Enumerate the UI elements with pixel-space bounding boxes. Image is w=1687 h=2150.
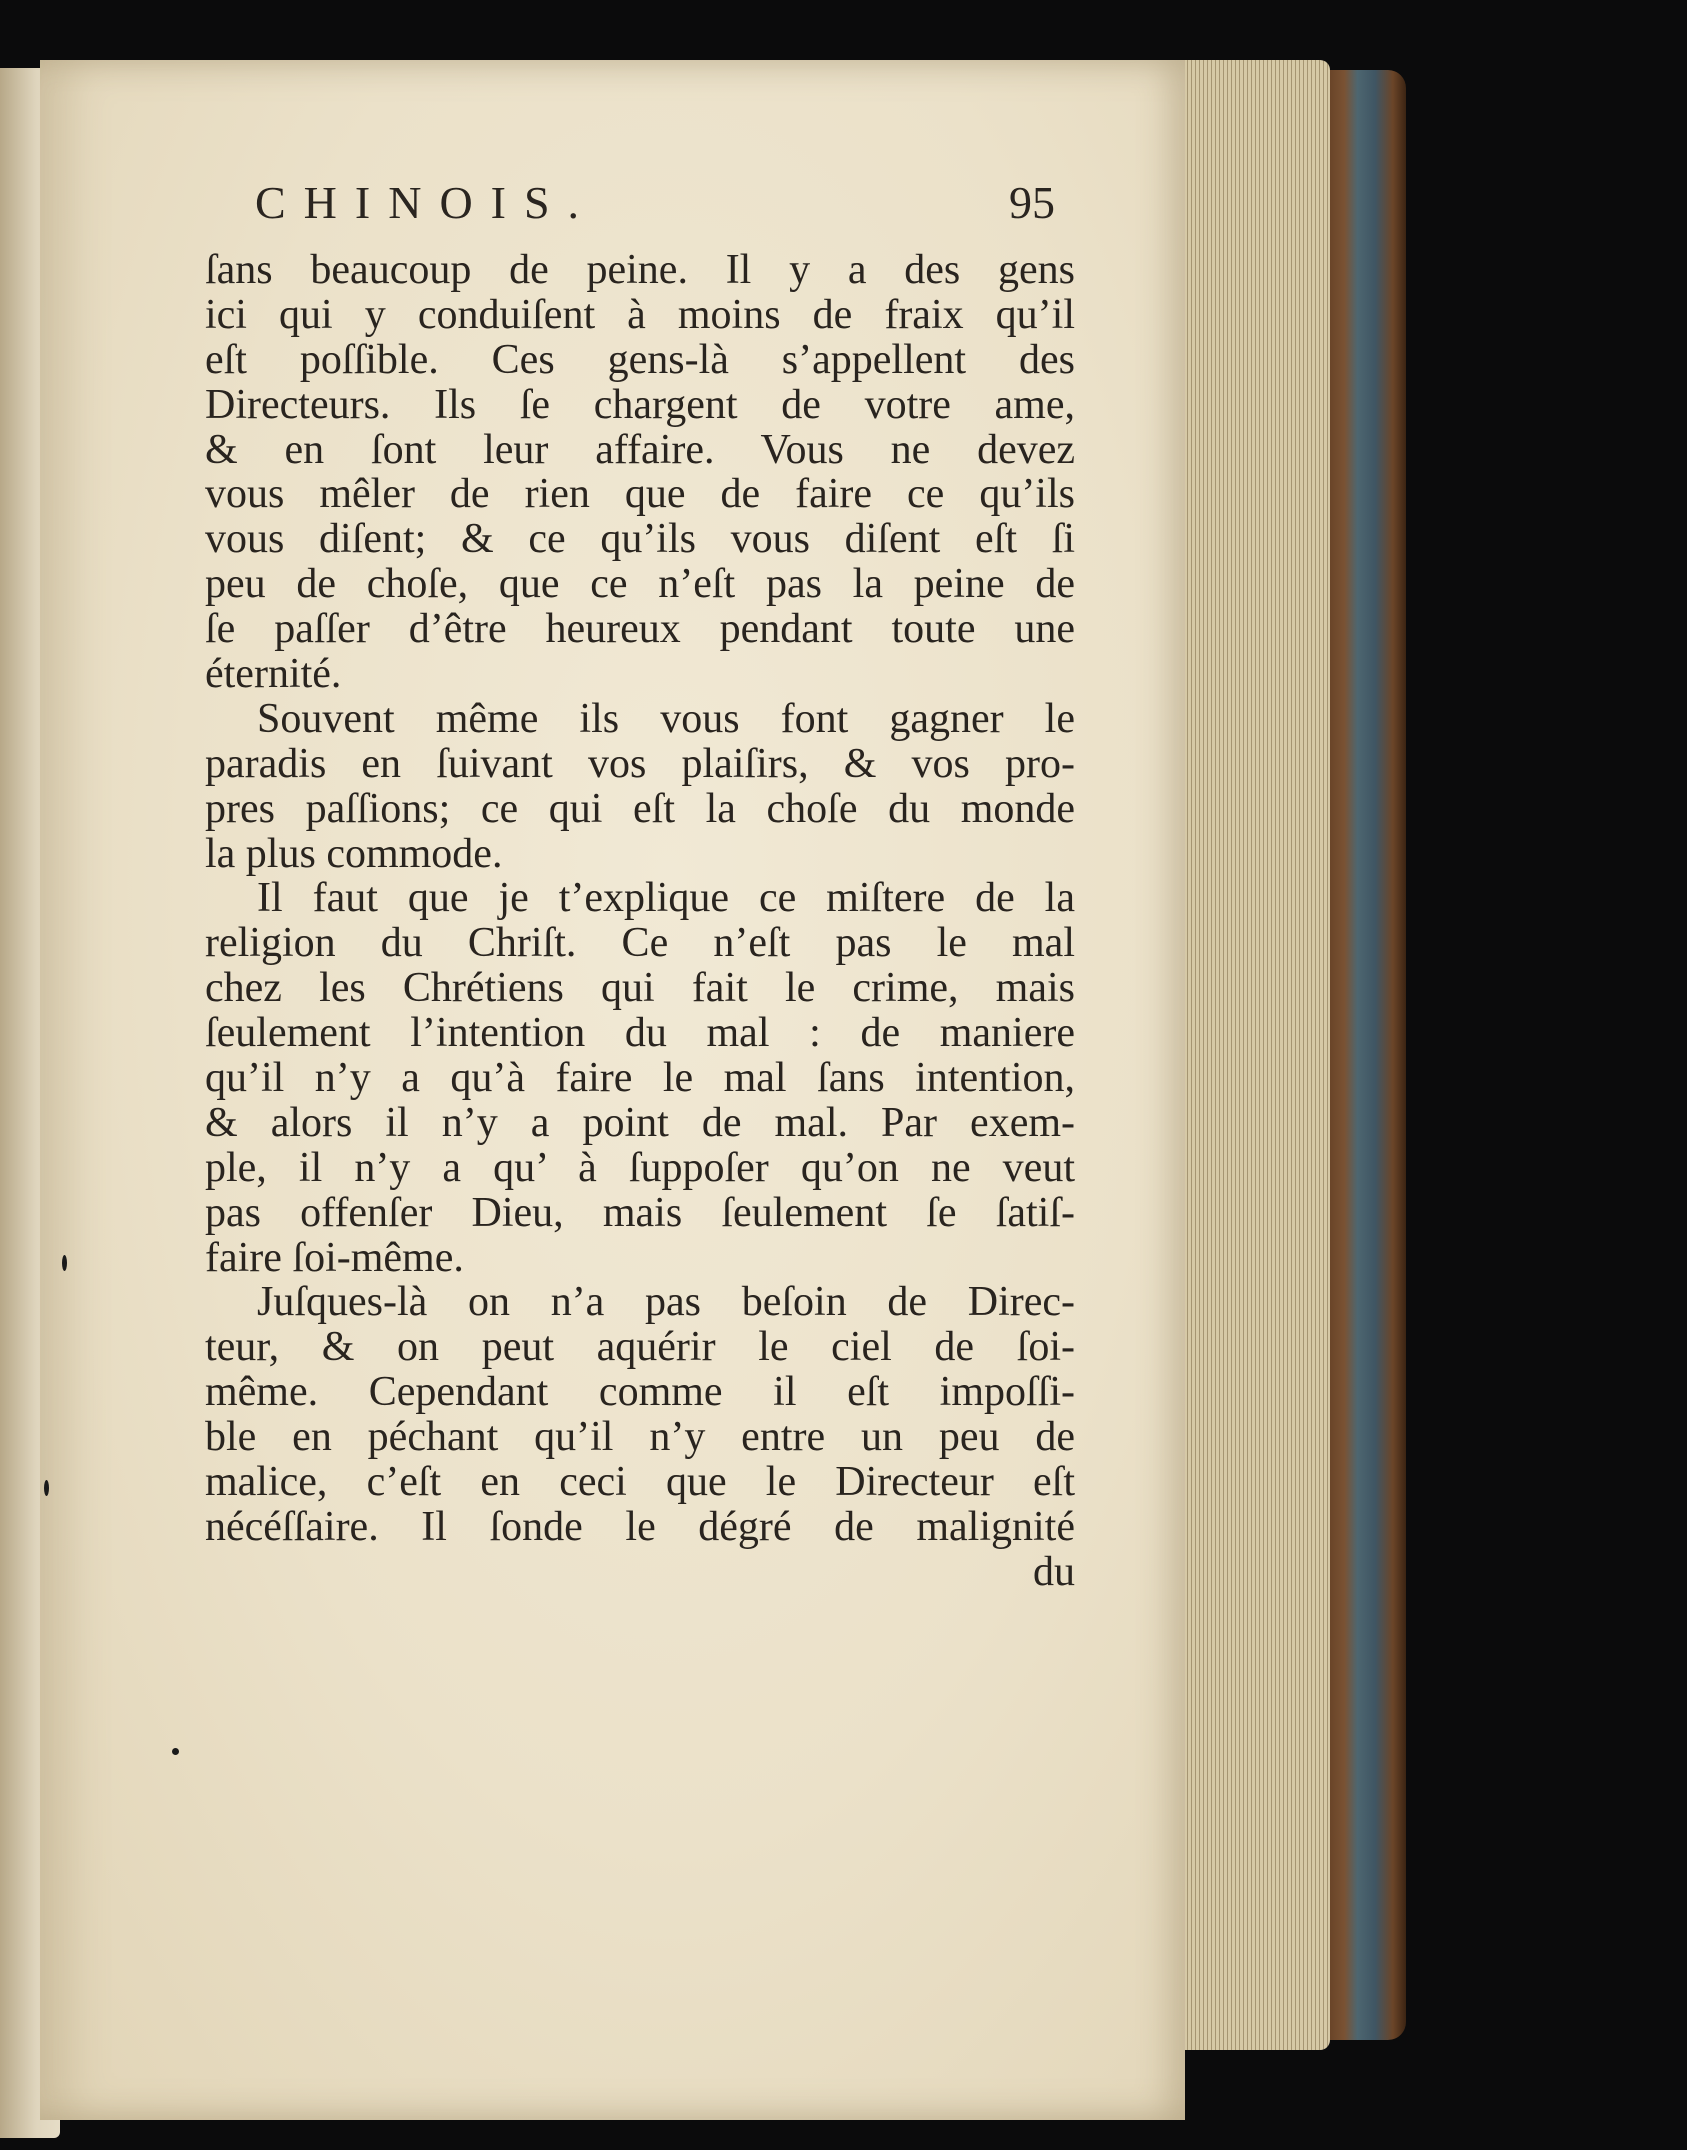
book-cover [1318, 70, 1406, 2040]
text-line: & en ſont leur affaire. Vous ne devez [205, 426, 1075, 473]
text-line: chez les Chrétiens qui fait le crime, mais [205, 965, 1075, 1012]
running-title: CHINOIS. [255, 177, 598, 228]
text-line: eſt poſſible. Ces gens-là s’appellent des [205, 336, 1075, 383]
text-line: ple, il n’y a qu’ à ſuppoſer qu’on ne veut [205, 1144, 1075, 1191]
page-block-edge [1180, 60, 1330, 2050]
text-line: Directeurs. Ils ſe chargent de votre ame, [205, 381, 1075, 428]
body-text [205, 248, 1075, 1595]
ink-spot [62, 1255, 67, 1271]
text-line: & alors il n’y a point de mal. Par exem- [205, 1099, 1075, 1146]
text-line: Il faut que je t’explique ce miſtere de la [257, 875, 1075, 922]
catchword: du [1033, 1548, 1075, 1595]
text-line: teur, & on peut aquérir le ciel de ſoi- [205, 1324, 1075, 1371]
text-line: vous mêler de rien que de faire ce qu’ils [205, 471, 1075, 518]
text-line: nécéſſaire. Il ſonde le dégré de malignité [205, 1503, 1075, 1550]
text-line: ſeulement l’intention du mal : de maniere [205, 1010, 1075, 1057]
text-line: peu de choſe, que ce n’eſt pas la peine de [205, 561, 1075, 608]
text-line: paradis en ſuivant vos plaiſirs, & vos pro- [205, 740, 1075, 787]
text-line: faire ſoi-même. [205, 1234, 464, 1281]
text-line: Juſques-là on n’a pas beſoin de Direc- [257, 1279, 1075, 1326]
text-line: vous diſent; & ce qu’ils vous diſent eſt ſi [205, 516, 1075, 563]
text-line: pres paſſions; ce qui eſt la choſe du monde [205, 785, 1075, 832]
text-line: ble en péchant qu’il n’y entre un peu de [205, 1414, 1075, 1461]
page-number: 95 [1009, 177, 1055, 228]
text-line: religion du Chriſt. Ce n’eſt pas le mal [205, 920, 1075, 967]
text-line: qu’il n’y a qu’à faire le mal ſans intention, [205, 1055, 1075, 1102]
text-line: ici qui y conduiſent à moins de fraix qu’il [205, 291, 1075, 338]
text-line: ſans beaucoup de peine. Il y a des gens [205, 247, 1075, 293]
text-line: même. Cependant comme il eſt impoſſi- [205, 1369, 1075, 1416]
text-line: la plus commode. [205, 830, 503, 877]
ink-spot [44, 1480, 49, 1496]
running-header [255, 176, 1055, 236]
text-line: éternité. [205, 651, 342, 698]
ink-spot [172, 1748, 179, 1755]
text-line: Souvent même ils vous font gagner le [257, 695, 1075, 742]
text-line: ſe paſſer d’être heureux pendant toute une [205, 606, 1075, 653]
text-line: pas offenſer Dieu, mais ſeulement ſe ſatiſ- [205, 1189, 1075, 1236]
text-line: malice, c’eſt en ceci que le Directeur eſt [205, 1459, 1075, 1506]
